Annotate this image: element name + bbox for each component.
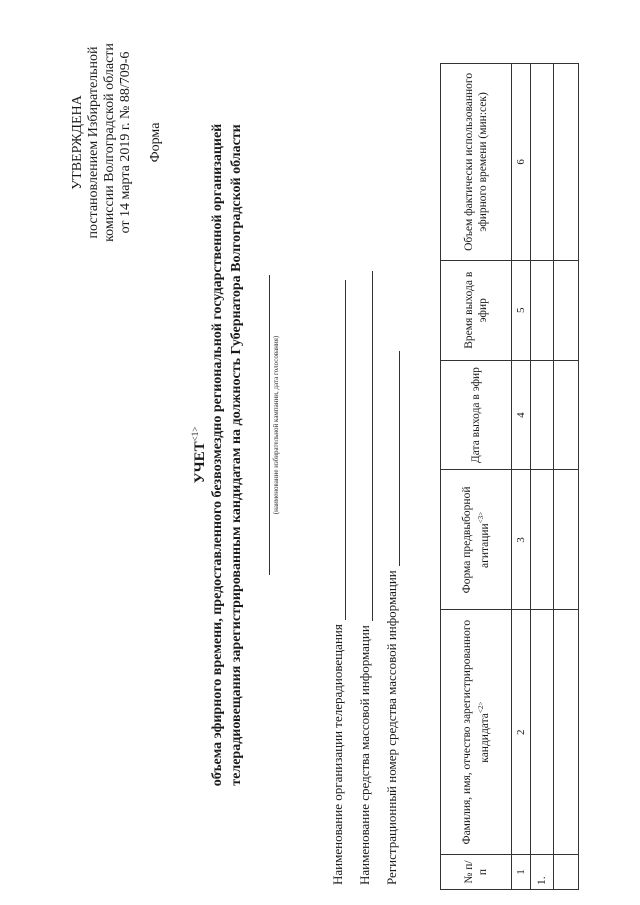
column-number: 3 <box>512 470 531 610</box>
table-cell[interactable] <box>531 260 554 360</box>
org-name-label: Наименование организации телерадиовещания <box>330 624 345 885</box>
approval-block <box>70 0 164 285</box>
approval-decree: постановлением Избирательной <box>86 46 101 239</box>
table-cell[interactable]: 1. <box>531 855 554 890</box>
media-name-field <box>357 271 373 885</box>
table-cell[interactable] <box>531 360 554 470</box>
reg-number-field <box>384 351 400 885</box>
header-cell-air-volume: Объем фактически использованного эфирного времени (мин:сек) <box>441 64 512 261</box>
table-cell[interactable] <box>554 360 579 470</box>
header-cell-candidate: Фамилия, имя, отчество зарегистрированного кандидата$^{<2>}$ <box>441 610 512 855</box>
table-cell[interactable] <box>554 855 579 890</box>
document-title-text: УЧЕТ <box>192 441 208 484</box>
table-cell[interactable] <box>554 610 579 855</box>
form-label: Форма <box>148 122 163 163</box>
campaign-fill-line[interactable] <box>268 275 270 575</box>
table-cell[interactable] <box>554 260 579 360</box>
document-subtitle-line-1: объема эфирного времени, предоставленного безвозмездно региональной государственной организацией <box>210 123 225 787</box>
column-number: 4 <box>512 360 531 470</box>
campaign-caption: (наименование избирательной кампании, дата голосования) <box>272 335 280 515</box>
table-cell[interactable] <box>554 470 579 610</box>
candidate-footnote-mark: <2> <box>477 701 486 714</box>
table-header-row <box>441 64 512 890</box>
table-cell[interactable] <box>554 64 579 261</box>
org-name-fill-line[interactable] <box>333 280 346 620</box>
document-subtitle-line-2: телерадиовещания зарегистрированным кандидатам на должность Губернатора Волгоградской области <box>229 124 244 786</box>
header-cell-air-date: Дата выхода в эфир <box>441 360 512 470</box>
approval-heading: УТВЕРЖДЕНА <box>70 95 85 190</box>
accounting-table <box>440 63 579 890</box>
column-number: 5 <box>512 260 531 360</box>
table-cell[interactable] <box>531 610 554 855</box>
column-number: 2 <box>512 610 531 855</box>
table-row <box>554 64 579 890</box>
column-number: 6 <box>512 64 531 261</box>
column-number: 1 <box>512 855 531 890</box>
reg-number-label: Регистрационный номер средства массовой информации <box>384 570 399 885</box>
org-name-field <box>330 280 346 885</box>
table-cell[interactable] <box>531 64 554 261</box>
agitation-footnote-mark: <3> <box>477 511 486 524</box>
media-name-label: Наименование средства массовой информации <box>357 625 372 885</box>
document-title <box>190 25 209 885</box>
approval-date: от 14 марта 2019 г. № 88/709-6 <box>118 51 133 234</box>
title-footnote-mark: <1> <box>190 426 200 442</box>
table-row <box>531 64 554 890</box>
table-cell[interactable] <box>531 470 554 610</box>
header-cell-number: № п/п <box>441 855 512 890</box>
reg-number-fill-line[interactable] <box>387 351 400 566</box>
header-cell-agitation-form: Форма предвыборной агитации$^{<3>}$ <box>441 470 512 610</box>
media-name-fill-line[interactable] <box>360 271 373 621</box>
header-cell-air-time: Время выхода в эфир <box>441 260 512 360</box>
approval-commission: комиссии Волгоградской области <box>102 43 117 242</box>
table-column-numbers-row <box>512 64 531 890</box>
